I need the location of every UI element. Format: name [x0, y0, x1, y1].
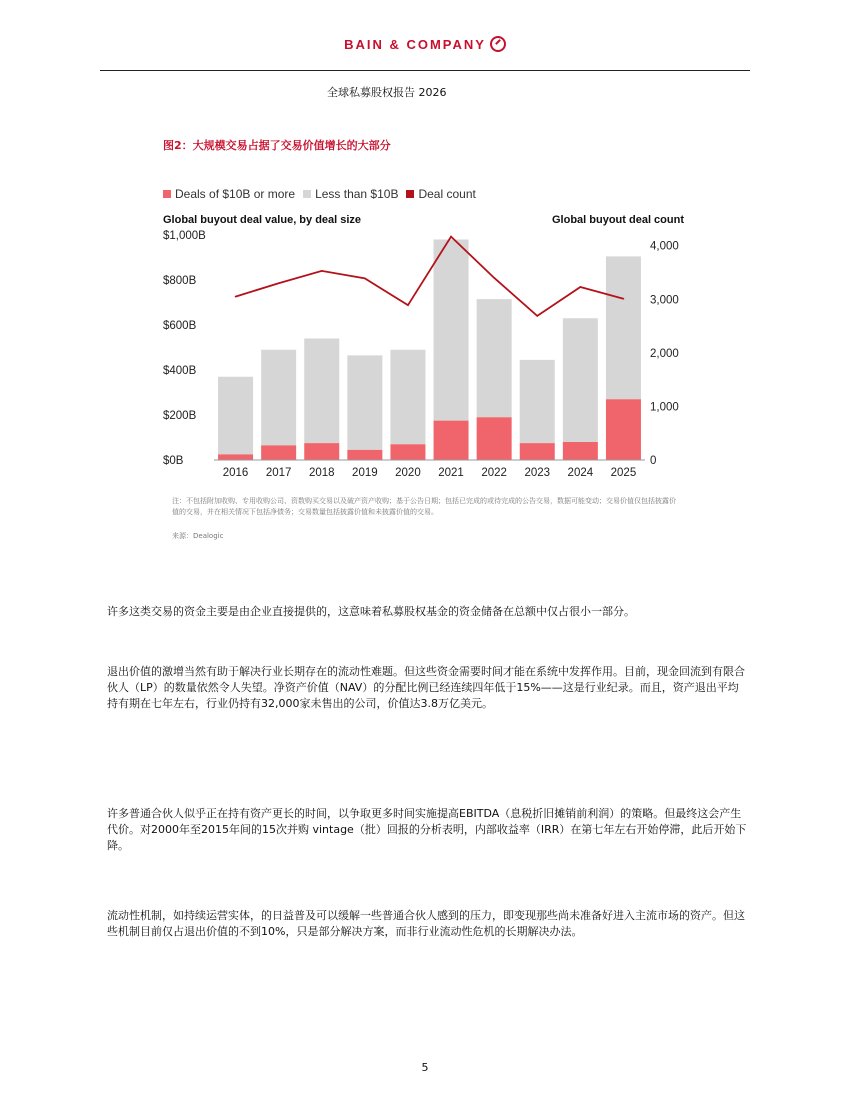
y-tick-label: $0B — [163, 455, 184, 467]
bar-10b-or-more — [520, 443, 555, 460]
bar-less-than-10b — [606, 256, 641, 399]
y2-tick-label: 3,000 — [650, 294, 679, 307]
x-tick-label: 2023 — [524, 467, 551, 479]
body-paragraph-2: 退出价值的激增当然有助于解决行业长期存在的流动性难题。但这些资金需要时间才能在系统中发挥作用。目前，现金回流到有限合伙人（LP）的数量依然令人失望。净资产价值（NAV）的分配比例已经连续四年低于15%——这是行业纪录。而且，资产退出平均持有期在七年左右，行业仍持有32,000家未售出的公司，价值达3.8万亿美元。 — [107, 665, 745, 710]
x-tick-label: 2025 — [610, 467, 637, 479]
deal-count-line — [236, 237, 624, 316]
bar-less-than-10b — [477, 299, 512, 417]
bar-10b-or-more — [261, 445, 296, 460]
brand-name: BAIN & COMPANY — [344, 37, 486, 52]
bar-less-than-10b — [304, 339, 339, 444]
x-tick-label: 2018 — [308, 467, 335, 479]
y2-tick-label: 4,000 — [650, 240, 679, 253]
y-axis-title: Global buyout deal value, by deal size — [163, 214, 362, 226]
bar-less-than-10b — [261, 350, 296, 446]
bar-less-than-10b — [390, 350, 425, 445]
deal-count-point — [364, 278, 366, 280]
legend-label: Deal count — [418, 187, 476, 201]
bar-10b-or-more — [218, 454, 253, 460]
deal-count-point — [536, 315, 538, 317]
legend-label: Less than $10B — [315, 187, 399, 201]
figure-source: 来源：Dealogic — [172, 532, 224, 540]
bar-10b-or-more — [563, 442, 598, 460]
bar-10b-or-more — [477, 417, 512, 460]
bar-less-than-10b — [347, 355, 382, 450]
report-title: 全球私募股权报告 2026 — [327, 86, 447, 99]
y2-axis-title: Global buyout deal count — [552, 214, 684, 226]
deal-count-point — [235, 296, 237, 298]
deal-count-point — [623, 298, 625, 300]
legend-label: Deals of $10B or more — [175, 187, 296, 201]
x-tick-label: 2019 — [352, 467, 378, 479]
x-tick-label: 2024 — [567, 467, 594, 479]
body-paragraph-1: 许多这类交易的资金主要是由企业直接提供的，这意味着私募股权基金的资金储备在总额中仅占很小一部分。 — [107, 605, 635, 618]
y2-tick-label: 1,000 — [650, 401, 679, 414]
body-paragraph-4: 流动性机制，如持续运营实体，的日益普及可以缓解一些普通合伙人感到的压力，即变现那些尚未准备好进入主流市场的资产。但这些机制目前仅占退出价值的不到10%，只是部分解决方案，而非行业流动性危机的长期解决办法。 — [107, 909, 745, 938]
bar-less-than-10b — [520, 360, 555, 443]
y-tick-label: $1,000B — [163, 230, 206, 242]
page-number: 5 — [421, 1061, 429, 1074]
deal-count-point — [278, 282, 280, 284]
x-tick-label: 2021 — [438, 467, 464, 479]
bar-10b-or-more — [606, 399, 641, 460]
deal-count-point — [450, 236, 452, 238]
deal-count-point — [321, 270, 323, 272]
y-tick-label: $200B — [163, 410, 197, 422]
y2-tick-label: 2,000 — [650, 347, 679, 360]
bar-less-than-10b — [434, 240, 469, 421]
y-tick-label: $800B — [163, 275, 197, 287]
x-tick-label: 2017 — [265, 467, 292, 479]
body-paragraph-3: 许多普通合伙人似乎正在持有资产更长的时间，以争取更多时间实施提高EBITDA（息税折旧摊销前利润）的策略。但最终这会产生代价。对2000年至2015年间的15次并购 vintage（批）回报的分析表明，内部收益率（IRR）在第七年左右开始停滞，此后开始下降。 — [107, 807, 747, 852]
deal-count-point — [493, 277, 495, 279]
bar-less-than-10b — [218, 377, 253, 455]
y-tick-label: $400B — [163, 365, 197, 377]
deal-count-point — [407, 304, 409, 306]
x-tick-label: 2020 — [395, 467, 421, 479]
deal-count-point — [580, 286, 582, 288]
bar-10b-or-more — [434, 421, 469, 460]
bar-10b-or-more — [304, 443, 339, 460]
bar-10b-or-more — [390, 444, 425, 460]
y-tick-label: $600B — [163, 320, 197, 332]
x-tick-label: 2016 — [222, 467, 249, 479]
x-tick-label: 2022 — [481, 467, 507, 479]
y2-tick-label: 0 — [650, 455, 657, 467]
figure-note: 注：不包括附加收购、专用收购公司、资数购买交易以及破产资产收购；基于公告日期；包括已完成的或待完成的公告交易，数据可能变动；交易价值仅包括披露价值的交易，并在相关情况下包括净债务；交易数量包括披露价值和未披露价值的交易。 — [172, 497, 676, 516]
figure-title: 图2：大规模交易占据了交易价值增长的大部分 — [163, 139, 391, 152]
bar-less-than-10b — [563, 318, 598, 442]
bar-10b-or-more — [347, 450, 382, 460]
